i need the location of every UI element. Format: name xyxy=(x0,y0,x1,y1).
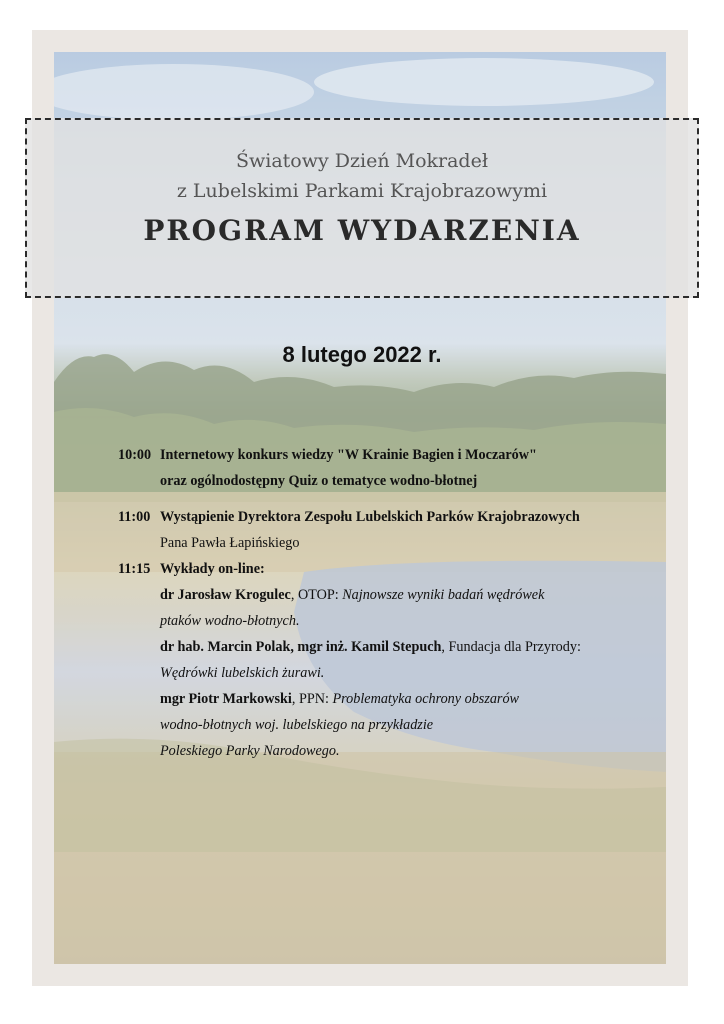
entry-time: 10:00 xyxy=(118,447,152,463)
lecture-topic-cont: ptaków wodno-błotnych. xyxy=(160,613,300,629)
lecture-topic: Najnowsze wyniki badań wędrówek xyxy=(342,587,545,603)
program-title: PROGRAM WYDARZENIA xyxy=(143,214,581,247)
event-name: Światowy Dzień Mokradeł xyxy=(235,150,489,172)
entry-title: Wykłady on-line: xyxy=(160,561,265,577)
entry-title-cont: oraz ogólnodostępny Quiz o tematyce wodno-błotnej xyxy=(160,473,478,489)
entry-time: 11:00 xyxy=(118,509,151,525)
lecture-org: , PPN: xyxy=(291,691,333,707)
schedule-entry xyxy=(118,504,638,556)
lecture-item xyxy=(118,634,638,660)
entry-time: 11:15 xyxy=(118,561,151,577)
schedule-entry xyxy=(118,442,638,494)
lecture-speaker: dr Jarosław Krogulec xyxy=(160,587,291,603)
event-organizer: z Lubelskimi Parkami Krajobrazowymi xyxy=(176,180,548,202)
entry-title: Wystąpienie Dyrektora Zespołu Lubelskich Parków Krajobrazowych xyxy=(160,509,580,525)
lecture-speaker: mgr Piotr Markowski xyxy=(160,691,292,707)
lecture-item xyxy=(118,582,638,608)
lecture-org: , OTOP: xyxy=(290,587,343,603)
lecture-topic-cont: wodno-błotnych woj. lubelskiego na przykładzie xyxy=(160,717,434,733)
lecture-topic: Wędrówki lubelskich żurawi. xyxy=(160,665,325,681)
entry-title: Internetowy konkurs wiedzy "W Krainie Bagien i Moczarów" xyxy=(160,447,537,463)
lecture-item xyxy=(118,686,638,712)
lecture-org: , Fundacja dla Przyrody: xyxy=(441,639,581,655)
event-date: 8 lutego 2022 r. xyxy=(282,342,442,367)
lecture-topic-cont: Poleskiego Parky Narodowego. xyxy=(160,743,340,759)
lecture-speaker: dr hab. Marcin Polak, mgr inż. Kamil Stepuch xyxy=(160,639,442,655)
title-banner xyxy=(25,118,699,298)
entry-subtitle: Pana Pawła Łapińskiego xyxy=(160,535,300,551)
schedule xyxy=(118,442,638,764)
schedule-entry xyxy=(118,556,638,764)
lecture-topic: Problematyka ochrony obszarów xyxy=(332,691,520,707)
